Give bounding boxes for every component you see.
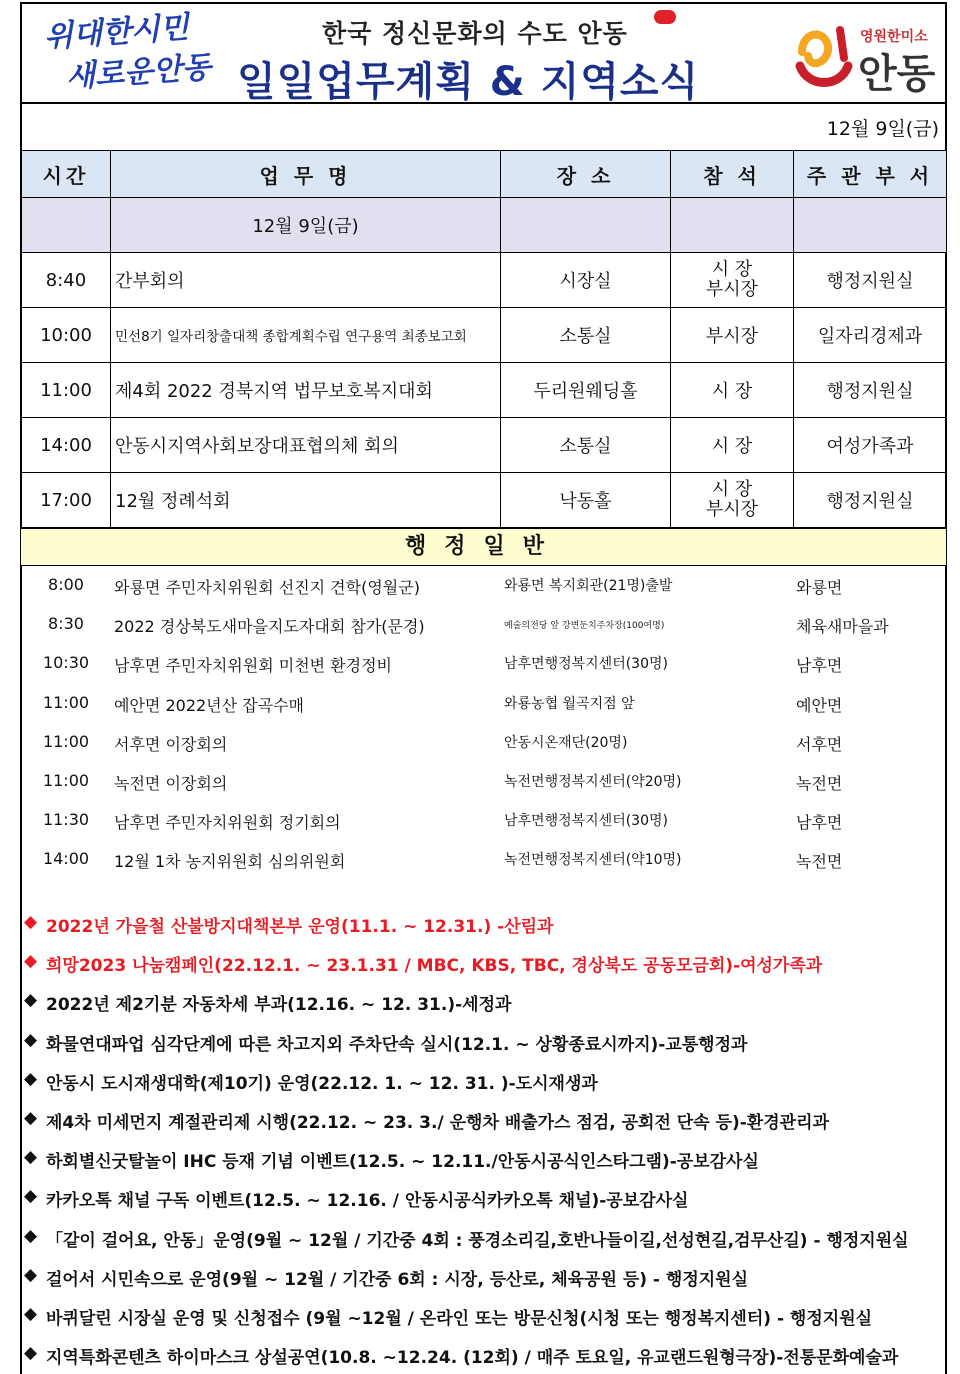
admin-time: 14:00 <box>42 849 90 869</box>
admin-org: 서후면 <box>796 734 843 754</box>
admin-work: 예안면 2022년산 잡곡수매 <box>114 695 304 715</box>
diamond-bullet-icon: ◆ <box>24 1264 38 1285</box>
table-row <box>22 418 947 473</box>
diamond-bullet-icon: ◆ <box>24 912 38 932</box>
attendee: 부시장 <box>705 279 759 300</box>
admin-place: 남후면행정복지센터(30명) <box>504 656 668 673</box>
event-title: 민선8기 일자리창출대책 종합계획수립 연구용역 최종보고회 <box>111 308 501 363</box>
schedule-table <box>21 150 947 528</box>
event-dept: 행정지원실 <box>794 253 947 308</box>
col-header-place: 장 소 <box>501 151 671 198</box>
diamond-bullet-icon: ◆ <box>24 1225 38 1246</box>
header-subtitle: 한국 정신문화의 수도 안동 <box>322 19 628 48</box>
col-header-dept: 주 관 부 서 <box>794 151 947 198</box>
table-row <box>22 253 947 308</box>
list-item <box>22 762 945 801</box>
list-item <box>22 644 945 683</box>
diamond-bullet-icon: ◆ <box>24 1343 38 1364</box>
attendee: 시 장 <box>711 259 753 280</box>
admin-place: 와룡면 복지회관(21명)출발 <box>504 578 673 594</box>
page-title: 일일업무계획 & 지역소식 <box>237 59 700 105</box>
table-row <box>22 308 947 363</box>
event-attendees: 부시장 <box>671 308 794 363</box>
diamond-bullet-icon: ◆ <box>24 1186 38 1207</box>
table-cell <box>501 198 671 253</box>
admin-work: 12월 1차 농지위원회 심의위원회 <box>114 852 346 872</box>
notice-text: 제4차 미세먼지 계절관리제 시행(22.12. ~ 23. 3./ 운행차 배출가스 점검, 공회전 단속 등)-환경관리과 <box>46 1112 829 1133</box>
notice-text: 안동시 도시재생대학(제10기) 운영(22.12. 1. ~ 12. 31. )-도시재생과 <box>46 1073 598 1094</box>
logo-city-name: 안동 <box>858 51 936 97</box>
admin-org: 녹전면 <box>796 773 843 793</box>
admin-time: 11:30 <box>42 810 90 830</box>
notice-item <box>24 1022 944 1061</box>
event-title: 제4회 2022 경북지역 법무보호복지대회 <box>111 363 501 418</box>
list-item <box>22 723 945 762</box>
notice-text: 지역특화콘텐츠 하이마스크 상설공연(10.8. ~12.24. (12회) / 매주 토요일, 유교랜드원형극장)-전통문화예술과 <box>46 1348 899 1369</box>
notice-text: 하회별신굿탈놀이 IHC 등재 기념 이벤트(12.5. ~ 12.11./안동시공식인스타그램)-공보감사실 <box>46 1152 759 1173</box>
attendee: 부시장 <box>705 499 759 520</box>
smile-logo-icon <box>794 22 856 92</box>
event-time: 8:40 <box>22 253 111 308</box>
event-time: 14:00 <box>22 418 111 473</box>
event-place: 두리원웨딩홀 <box>501 363 671 418</box>
table-date-label: 12월 9일(금) <box>111 198 501 253</box>
table-cell <box>671 198 794 253</box>
diamond-bullet-icon: ◆ <box>24 990 38 1011</box>
event-dept: 여성가족과 <box>794 418 947 473</box>
notice-text: 2022년 제2기분 자동차세 부과(12.16. ~ 12. 31.)-세정과 <box>46 995 512 1016</box>
notice-text: 카카오톡 채널 구독 이벤트(12.5. ~ 12.16. / 안동시공식카카오톡 채널)-공보감사실 <box>46 1191 689 1212</box>
notice-item <box>24 982 944 1021</box>
notice-item <box>24 1296 944 1335</box>
admin-work: 남후면 주민자치위원회 정기회의 <box>114 813 341 833</box>
event-attendees: 시 장 <box>671 418 794 473</box>
admin-time: 8:30 <box>48 614 84 634</box>
event-title: 12월 정례석회 <box>111 473 501 528</box>
event-time: 11:00 <box>22 363 111 418</box>
event-attendees: 시 장 <box>671 363 794 418</box>
table-row <box>22 363 947 418</box>
header-banner <box>22 4 945 104</box>
table-row <box>22 473 947 528</box>
event-dept: 일자리경제과 <box>794 308 947 363</box>
table-cell <box>794 198 947 253</box>
event-place: 소통실 <box>501 308 671 363</box>
admin-place: 녹전면행정복지센터(약20명) <box>504 773 682 790</box>
admin-work: 녹전면 이장회의 <box>114 773 228 793</box>
list-item <box>22 801 945 840</box>
list-item <box>22 684 945 723</box>
notice-item <box>24 1257 944 1296</box>
attendee: 시 장 <box>711 479 753 500</box>
admin-place: 녹전면행정복지센터(약10명) <box>504 852 682 869</box>
col-header-time: 시간 <box>22 151 111 198</box>
list-item <box>22 566 945 605</box>
slogan-line2: 새로운안동 <box>64 49 212 96</box>
admin-time: 11:00 <box>42 692 90 712</box>
report-date: 12월 9일(금) <box>826 118 939 140</box>
diamond-bullet-icon: ◆ <box>24 1147 38 1168</box>
diamond-bullet-icon: ◆ <box>24 1107 38 1128</box>
notice-text: 희망2023 나눔캠페인(22.12.1. ~ 23.1.31 / MBC, KBS, TBC, 경상북도 공동모금회)-여성가족과 <box>46 956 823 977</box>
admin-list <box>22 566 945 880</box>
diamond-bullet-icon: ◆ <box>24 1068 38 1089</box>
event-attendees <box>671 253 794 308</box>
event-title: 안동시지역사회보장대표협의체 회의 <box>111 418 501 473</box>
diamond-bullet-icon: ◆ <box>24 1029 38 1050</box>
admin-work: 서후면 이장회의 <box>114 734 228 754</box>
list-item <box>22 840 945 879</box>
diamond-bullet-icon: ◆ <box>24 951 38 972</box>
date-row <box>22 104 945 152</box>
event-place: 낙동홀 <box>501 473 671 528</box>
admin-org: 남후면 <box>796 813 843 833</box>
event-place: 시장실 <box>501 253 671 308</box>
event-dept: 행정지원실 <box>794 473 947 528</box>
admin-org: 체육새마을과 <box>796 617 889 637</box>
notice-item <box>24 943 944 982</box>
diamond-bullet-icon: ◆ <box>24 1303 38 1324</box>
event-attendees <box>671 473 794 528</box>
admin-org: 남후면 <box>796 656 843 676</box>
slogan-logo <box>30 10 220 98</box>
admin-time: 8:00 <box>48 575 84 594</box>
notice-text: 화물연대파업 심각단계에 따른 차고지외 주차단속 실시(12.1. ~ 상황종료시까지)-교통행정과 <box>46 1034 748 1055</box>
notice-text: 걸어서 시민속으로 운영(9월 ~ 12월 / 기간중 6회 : 시장, 등산로, 체육공원 등) - 행정지원실 <box>46 1269 749 1290</box>
notice-item <box>24 1100 944 1139</box>
admin-org: 와룡면 <box>796 578 843 597</box>
notice-list <box>24 904 944 1374</box>
admin-place: 예술의전당 앞 강변둔치주차장(100여명) <box>504 621 665 632</box>
notice-item <box>24 1139 944 1178</box>
badge-icon <box>654 10 676 24</box>
admin-place: 와룡농협 월곡지점 앞 <box>504 695 635 712</box>
event-title: 간부회의 <box>111 253 501 308</box>
list-item <box>22 605 945 644</box>
admin-time: 10:30 <box>42 653 90 673</box>
event-time: 10:00 <box>22 308 111 363</box>
event-dept: 행정지원실 <box>794 363 947 418</box>
andong-logo <box>794 16 940 96</box>
admin-time: 11:00 <box>42 770 90 790</box>
notice-item <box>24 1061 944 1100</box>
table-header-row <box>22 151 947 198</box>
notice-item <box>24 904 944 943</box>
notice-text: 바퀴달린 시장실 운영 및 신청접수 (9월 ~12월 / 온라인 또는 방문신청(시청 또는 행정복지센터) - 행정지원실 <box>46 1308 873 1329</box>
notice-item <box>24 1335 944 1374</box>
admin-work: 남후면 주민자치위원회 미천변 환경정비 <box>114 656 393 676</box>
admin-time: 11:00 <box>42 731 90 751</box>
col-header-title: 업 무 명 <box>111 151 501 198</box>
admin-place: 남후면행정복지센터(30명) <box>504 813 668 830</box>
event-time: 17:00 <box>22 473 111 528</box>
logo-tagline: 영원한미소 <box>860 29 928 45</box>
notice-text: 2022년 가을철 산불방지대책본부 운영(11.1. ~ 12.31.) -산림과 <box>46 917 554 937</box>
admin-place: 안동시온재단(20명) <box>504 734 628 751</box>
admin-section-heading: 행정일반 <box>21 528 946 566</box>
notice-item <box>24 1218 944 1257</box>
admin-work: 2022 경상북도새마을지도자대회 참가(문경) <box>114 617 425 637</box>
event-place: 소통실 <box>501 418 671 473</box>
admin-org: 예안면 <box>796 695 843 715</box>
notice-text: 「같이 걸어요, 안동」운영(9월 ~ 12월 / 기간중 4회 : 풍경소리길,호반나들이길,선성현길,검무산길) - 행정지원실 <box>46 1230 909 1251</box>
col-header-attend: 참 석 <box>671 151 794 198</box>
admin-work: 와룡면 주민자치위원회 선진지 견학(영월군) <box>114 578 420 597</box>
table-date-row <box>22 198 947 253</box>
notice-item <box>24 1178 944 1217</box>
slogan-line1: 위대한시민 <box>42 9 190 56</box>
table-cell <box>22 198 111 253</box>
admin-org: 녹전면 <box>796 852 843 872</box>
